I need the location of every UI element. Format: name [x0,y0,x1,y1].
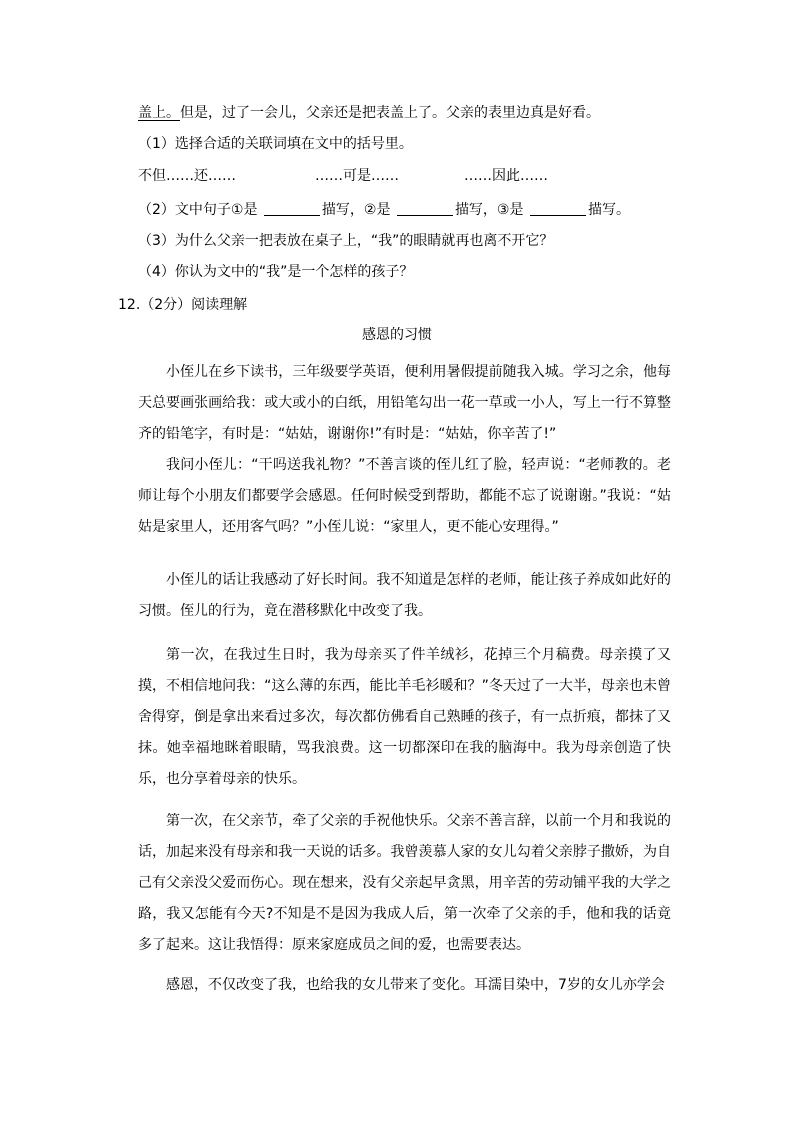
passage-paragraph-3: 小侄儿的话让我感动了好长时间。我不知道是怎样的老师，能让孩子养成如此好的习惯。侄儿的行为，竟在潜移默化中改变了我。 [138,572,671,619]
sub2-prefix: （2）文中句子①是 [138,202,258,218]
question-12-heading: 12.（2分）阅读理解 [118,297,248,313]
passage-paragraph-6: 感恩，不仅改变了我，也给我的女儿带来了变化。耳濡目染中，7岁的女儿亦学会 [166,977,665,993]
underlined-text: 盖上。 [138,105,180,121]
answer-blank-1[interactable] [264,201,320,216]
conjunction-option-3: ……因此…… [464,168,548,184]
conjunction-option-1: 不但……还…… [138,168,236,184]
sub2-mid1: 描写，②是 [321,202,391,218]
question-11-sub4: （4）你认为文中的“我”是一个怎样的孩子？ [138,264,414,280]
passage-paragraph-4: 第一次，在我过生日时，我为母亲买了件羊绒衫，花掉三个月稿费。母亲摸了又摸，不相信地问我：“这么薄的东西，能比羊毛衫暖和？”冬天过了一大半，母亲也未曾舍得穿，倒是拿出来看过多次，每次都仿佛看自己熟睡的孩子，有一点折痕，都抹了又抹。她幸福地眯着眼睛，骂我浪费。这一切都深印在我的脑海中。我为母亲创造了快乐，也分享着母亲的快乐。 [138,647,671,787]
passage-paragraph-2: 我问小侄儿：“干吗送我礼物？”不善言谈的侄儿红了脸，轻声说：“老师教的。老师让每个小朋友们都要学会感恩。任何时候受到帮助，都能不忘了说谢谢。”我说：“姑姑是家里人，还用客气吗？”小侄儿说：“家里人，更不能心安理得。” [138,457,671,535]
answer-blank-2[interactable] [397,201,453,216]
passage-text: 但是，过了一会儿，父亲还是把表盖上了。父亲的表里边真是好看。 [180,105,600,121]
previous-passage-line [138,103,600,123]
conjunction-option-2: ……可是…… [315,168,399,184]
question-11-sub3: （3）为什么父亲一把表放在桌子上，“我”的眼睛就再也离不开它？ [138,233,554,249]
passage-title: 感恩的习惯 [362,327,432,343]
question-11-sub2 [138,200,630,220]
answer-blank-3[interactable] [530,201,586,216]
passage-paragraph-1: 小侄儿在乡下读书，三年级要学英语，便利用暑假提前随我入城。学习之余，他每天总要画张画给我：或大或小的白纸，用铅笔勾出一花一草或一小人，写上一行不算整齐的铅笔字，有时是：“姑姑，谢谢你!”有时是：“姑姑，你辛苦了!” [138,364,671,442]
passage-paragraph-5: 第一次，在父亲节，牵了父亲的手祝他快乐。父亲不善言辞，以前一个月和我说的话，加起来没有母亲和我一天说的话多。我曾羡慕人家的女儿勾着父亲脖子撒娇，为自己有父亲没父爱而伤心。现在想来，没有父亲起早贪黑，用辛苦的劳动铺平我的大学之路，我又怎能有今天?不知是不是因为我成人后，第一次牵了父亲的手，他和我的话竟多了起来。这让我悟得：原来家庭成员之间的爱，也需要表达。 [138,813,671,953]
question-11-sub1: （1）选择合适的关联词填在文中的括号里。 [138,136,413,152]
sub2-mid2: 描写，③是 [454,202,524,218]
sub2-suffix: 描写。 [587,202,630,218]
